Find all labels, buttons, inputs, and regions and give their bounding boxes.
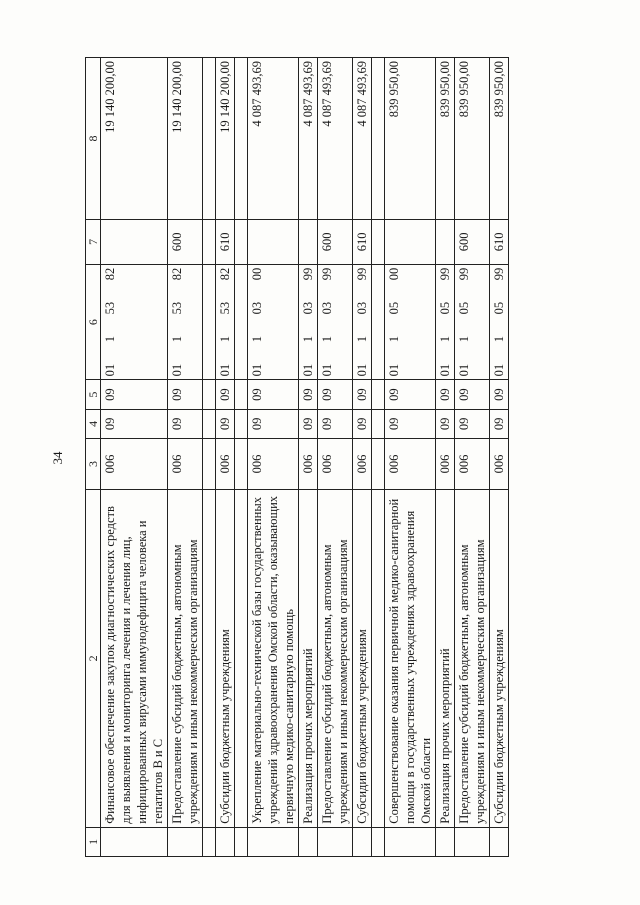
table-row bbox=[353, 58, 372, 857]
target-article-part: 01 bbox=[355, 363, 369, 377]
target-article-part: 99 bbox=[457, 267, 471, 281]
expense-type-cell: 600 bbox=[318, 220, 353, 265]
department-code-cell: 006 bbox=[216, 439, 235, 490]
section-code-cell: 09 bbox=[436, 409, 455, 438]
target-article-part: 1 bbox=[103, 336, 117, 343]
item-name-cell: Предоставление субсидий бюджетным, автономным учреждениям и иным некоммерческим организациям bbox=[455, 489, 490, 827]
target-article-part: 01 bbox=[170, 363, 184, 377]
target-article-part: 03 bbox=[301, 301, 315, 315]
item-name-cell: Предоставление субсидий бюджетным, автономным учреждениям и иным некоммерческим организациям bbox=[168, 489, 203, 827]
expense-type-cell bbox=[101, 220, 168, 265]
target-article-part: 01 bbox=[320, 363, 334, 377]
amount-cell: 4 087 493,69 bbox=[318, 58, 353, 220]
section-code-cell: 09 bbox=[248, 409, 299, 438]
target-article-cell bbox=[318, 264, 353, 380]
expense-type-cell: 600 bbox=[455, 220, 490, 265]
item-name-cell: Укрепление материально-технической базы государственных учреждений здравоохранения Омской области, оказывающих первичную медико-санитарную помощь bbox=[248, 489, 299, 827]
subsection-code-cell: 09 bbox=[385, 380, 436, 409]
row-number-cell bbox=[490, 827, 509, 856]
target-article-part: 99 bbox=[355, 267, 369, 281]
target-article-part: 00 bbox=[250, 267, 264, 281]
target-article-part: 01 bbox=[103, 363, 117, 377]
target-article-cell bbox=[455, 264, 490, 380]
section-code-cell: 09 bbox=[168, 409, 203, 438]
department-code-cell: 006 bbox=[299, 439, 318, 490]
target-article-part: 1 bbox=[320, 336, 334, 343]
target-article-part: 05 bbox=[438, 301, 452, 315]
target-article-part: 1 bbox=[457, 336, 471, 343]
target-article-part: 1 bbox=[492, 336, 506, 343]
table-row bbox=[248, 58, 299, 857]
spacer-row bbox=[203, 58, 216, 857]
target-article-part: 82 bbox=[218, 267, 232, 281]
amount-cell: 4 087 493,69 bbox=[299, 58, 318, 220]
row-number-cell bbox=[385, 827, 436, 856]
table-row bbox=[385, 58, 436, 857]
row-number-cell bbox=[353, 827, 372, 856]
column-header: 1 bbox=[86, 827, 101, 856]
target-article-part: 03 bbox=[250, 301, 264, 315]
table-row bbox=[299, 58, 318, 857]
expense-type-cell: 610 bbox=[490, 220, 509, 265]
target-article-part: 00 bbox=[387, 267, 401, 281]
subsection-code-cell: 09 bbox=[248, 380, 299, 409]
table-row bbox=[490, 58, 509, 857]
column-header: 6 bbox=[86, 264, 101, 380]
target-article-part: 01 bbox=[387, 363, 401, 377]
expense-type-cell: 610 bbox=[353, 220, 372, 265]
target-article-part: 01 bbox=[250, 363, 264, 377]
target-article-part: 01 bbox=[438, 363, 452, 377]
item-name-cell: Финансовое обеспечение закупок диагностических средств для выявления и мониторинга лечения и лечения лиц, инфицированных вирусами иммунодефицита человека и гепатитов В и С bbox=[101, 489, 168, 827]
target-article-part: 03 bbox=[320, 301, 334, 315]
expense-type-cell bbox=[248, 220, 299, 265]
target-article-part: 1 bbox=[438, 336, 452, 343]
target-article-part: 82 bbox=[103, 267, 117, 281]
department-code-cell: 006 bbox=[353, 439, 372, 490]
target-article-cell bbox=[353, 264, 372, 380]
target-article-part: 1 bbox=[301, 336, 315, 343]
row-number-cell bbox=[248, 827, 299, 856]
subsection-code-cell: 09 bbox=[455, 380, 490, 409]
target-article-part: 01 bbox=[301, 363, 315, 377]
expense-type-cell bbox=[436, 220, 455, 265]
row-number-cell bbox=[168, 827, 203, 856]
department-code-cell: 006 bbox=[455, 439, 490, 490]
amount-cell: 839 950,00 bbox=[455, 58, 490, 220]
expense-type-cell: 610 bbox=[216, 220, 235, 265]
subsection-code-cell: 09 bbox=[353, 380, 372, 409]
item-name-cell: Субсидии бюджетным учреждениям bbox=[353, 489, 372, 827]
amount-cell: 19 140 200,00 bbox=[168, 58, 203, 220]
department-code-cell: 006 bbox=[101, 439, 168, 490]
expense-type-cell: 600 bbox=[168, 220, 203, 265]
department-code-cell: 006 bbox=[248, 439, 299, 490]
department-code-cell: 006 bbox=[168, 439, 203, 490]
target-article-cell bbox=[385, 264, 436, 380]
expense-type-cell bbox=[299, 220, 318, 265]
item-name-cell: Совершенствование оказания первичной медико-санитарной помощи в государственных учреждениях здравоохранения Омской области bbox=[385, 489, 436, 827]
table-row bbox=[318, 58, 353, 857]
section-code-cell: 09 bbox=[299, 409, 318, 438]
spacer-row bbox=[235, 58, 248, 857]
row-number-cell bbox=[318, 827, 353, 856]
subsection-code-cell: 09 bbox=[101, 380, 168, 409]
item-name-cell: Предоставление субсидий бюджетным, автономным учреждениям и иным некоммерческим организациям bbox=[318, 489, 353, 827]
table-row bbox=[436, 58, 455, 857]
target-article-cell bbox=[101, 264, 168, 380]
rotated-table-container bbox=[85, 57, 585, 857]
department-code-cell: 006 bbox=[385, 439, 436, 490]
section-code-cell: 09 bbox=[490, 409, 509, 438]
item-name-cell: Субсидии бюджетным учреждениям bbox=[490, 489, 509, 827]
subsection-code-cell: 09 bbox=[490, 380, 509, 409]
target-article-part: 1 bbox=[355, 336, 369, 343]
amount-cell: 4 087 493,69 bbox=[353, 58, 372, 220]
row-number-cell bbox=[101, 827, 168, 856]
column-header: 8 bbox=[86, 58, 101, 220]
target-article-part: 99 bbox=[438, 267, 452, 281]
target-article-part: 01 bbox=[218, 363, 232, 377]
budget-table bbox=[85, 57, 509, 857]
target-article-part: 99 bbox=[301, 267, 315, 281]
subsection-code-cell: 09 bbox=[216, 380, 235, 409]
column-header: 5 bbox=[86, 380, 101, 409]
target-article-part: 01 bbox=[457, 363, 471, 377]
department-code-cell: 006 bbox=[490, 439, 509, 490]
target-article-part: 05 bbox=[387, 301, 401, 315]
target-article-part: 53 bbox=[170, 301, 184, 315]
column-header: 2 bbox=[86, 489, 101, 827]
column-header: 4 bbox=[86, 409, 101, 438]
target-article-part: 1 bbox=[387, 336, 401, 343]
table-row bbox=[101, 58, 168, 857]
item-name-cell: Реализация прочих мероприятий bbox=[436, 489, 455, 827]
row-number-cell bbox=[299, 827, 318, 856]
item-name-cell: Реализация прочих мероприятий bbox=[299, 489, 318, 827]
amount-cell: 839 950,00 bbox=[490, 58, 509, 220]
spacer-row bbox=[372, 58, 385, 857]
item-name-cell: Субсидии бюджетным учреждениям bbox=[216, 489, 235, 827]
subsection-code-cell: 09 bbox=[436, 380, 455, 409]
target-article-part: 53 bbox=[218, 301, 232, 315]
subsection-code-cell: 09 bbox=[318, 380, 353, 409]
subsection-code-cell: 09 bbox=[168, 380, 203, 409]
amount-cell: 19 140 200,00 bbox=[216, 58, 235, 220]
page-number: 34 bbox=[50, 451, 65, 465]
target-article-part: 1 bbox=[250, 336, 264, 343]
target-article-part: 53 bbox=[103, 301, 117, 315]
column-header: 7 bbox=[86, 220, 101, 265]
target-article-part: 05 bbox=[457, 301, 471, 315]
target-article-cell bbox=[490, 264, 509, 380]
target-article-part: 1 bbox=[170, 336, 184, 343]
department-code-cell: 006 bbox=[318, 439, 353, 490]
section-code-cell: 09 bbox=[101, 409, 168, 438]
target-article-part: 1 bbox=[218, 336, 232, 343]
target-article-part: 03 bbox=[355, 301, 369, 315]
amount-cell: 839 950,00 bbox=[436, 58, 455, 220]
amount-cell: 839 950,00 bbox=[385, 58, 436, 220]
expense-type-cell bbox=[385, 220, 436, 265]
section-code-cell: 09 bbox=[216, 409, 235, 438]
section-code-cell: 09 bbox=[455, 409, 490, 438]
subsection-code-cell: 09 bbox=[299, 380, 318, 409]
amount-cell: 4 087 493,69 bbox=[248, 58, 299, 220]
section-code-cell: 09 bbox=[318, 409, 353, 438]
target-article-part: 01 bbox=[492, 363, 506, 377]
target-article-cell bbox=[436, 264, 455, 380]
table-row bbox=[168, 58, 203, 857]
target-article-part: 82 bbox=[170, 267, 184, 281]
table-row bbox=[216, 58, 235, 857]
row-number-cell bbox=[436, 827, 455, 856]
target-article-part: 05 bbox=[492, 301, 506, 315]
target-article-part: 99 bbox=[320, 267, 334, 281]
target-article-part: 99 bbox=[492, 267, 506, 281]
table-header-row bbox=[86, 58, 101, 857]
column-header: 3 bbox=[86, 439, 101, 490]
row-number-cell bbox=[455, 827, 490, 856]
table-row bbox=[455, 58, 490, 857]
department-code-cell: 006 bbox=[436, 439, 455, 490]
section-code-cell: 09 bbox=[353, 409, 372, 438]
target-article-cell bbox=[299, 264, 318, 380]
target-article-cell bbox=[248, 264, 299, 380]
section-code-cell: 09 bbox=[385, 409, 436, 438]
target-article-cell bbox=[216, 264, 235, 380]
amount-cell: 19 140 200,00 bbox=[101, 58, 168, 220]
target-article-cell bbox=[168, 264, 203, 380]
row-number-cell bbox=[216, 827, 235, 856]
